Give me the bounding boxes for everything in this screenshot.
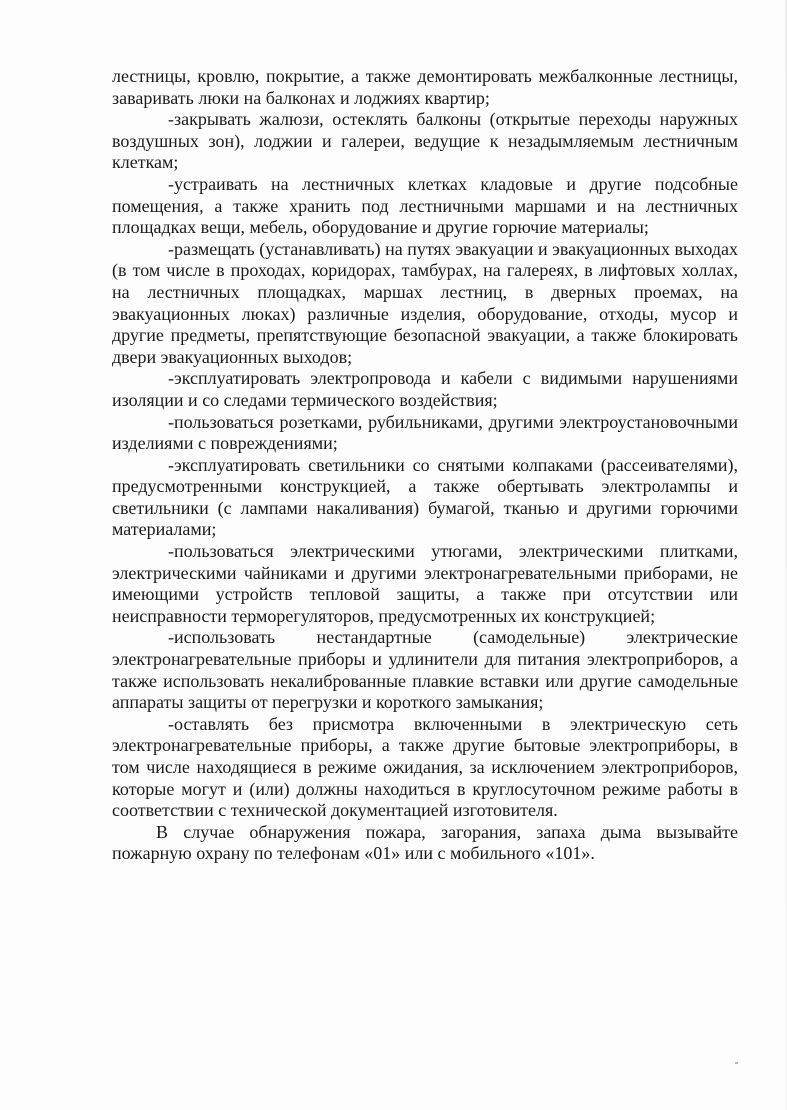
emergency-call-instruction: В случае обнаружения пожара, загорания, запаха дыма вызывайте пожарную охрану по телефонам «01» или с мобильного «101». [112, 821, 738, 864]
paragraph-continuation: лестницы, кровлю, покрытие, а также демонтировать межбалконные лестницы, заваривать люки на балконах и лоджиях квартир; [112, 66, 738, 108]
prohibition-item-unattended-appliances: -оставлять без присмотра включенными в электрическую сеть электронагревательные приборы, а также другие бытовые электроприборы, в том числе находящиеся в режиме ожидания, за исключением электроприборов, которые могут и (или) должны находиться в круглосуточном режиме работы в соответствии с технической документацией изготовителя. [112, 713, 738, 821]
prohibition-item-damaged-wiring: -эксплуатировать электропровода и кабели с видимыми нарушениями изоляции и со следами термического воздействия; [112, 368, 738, 410]
prohibition-item-evacuation-routes: -размещать (устанавливать) на путях эвакуации и эвакуационных выходах (в том числе в проходах, коридорах, тамбурах, на галереях, в лифтовых холлах, на лестничных площадках, маршах лестниц, в дверных проемах, на эвакуационных люках) различные изделия, оборудование, отходы, мусор и другие предметы, препятствующие безопасной эвакуации, а также блокировать двери эвакуационных выходов; [112, 238, 738, 367]
prohibition-item-lamps: -эксплуатировать светильники со снятыми колпаками (рассеивателями), предусмотренными конструкцией, а также обертывать электролампы и светильники (с лампами накаливания) бумагой, тканью и другими горючими материалами; [112, 454, 738, 540]
prohibition-item-blinds-balconies: -закрывать жалюзи, остеклять балконы (открытые переходы наружных воздушных зон), лоджии и галереи, ведущие к незадымляемым лестничным клеткам; [112, 109, 738, 173]
prohibition-item-damaged-sockets: -пользоваться розетками, рубильниками, другими электроустановочными изделиями с повреждениями; [112, 411, 738, 454]
prohibition-item-heating-appliances: -пользоваться электрическими утюгами, электрическими плитками, электрическими чайниками и другими электронагревательными приборами, не имеющими устройств тепловой защиты, а также при отсутствии или неисправности терморегуляторов, предусмотренных их конструкцией; [112, 541, 738, 626]
prohibition-item-storage-stairwells: -устраивать на лестничных клетках кладовые и другие подсобные помещения, а также хранить под лестничными маршами и на лестничных площадках вещи, мебель, оборудование и другие горючие материалы; [112, 173, 738, 238]
scan-dust-mark [735, 1062, 738, 1064]
document-body [112, 66, 738, 865]
prohibition-item-homemade-devices: -использовать нестандартные (самодельные) электрические электронагревательные приборы и удлинители для питания электроприборов, а также использовать некалиброванные плавкие вставки или другие самодельные аппараты защиты от перегрузки и короткого замыкания; [112, 627, 738, 713]
